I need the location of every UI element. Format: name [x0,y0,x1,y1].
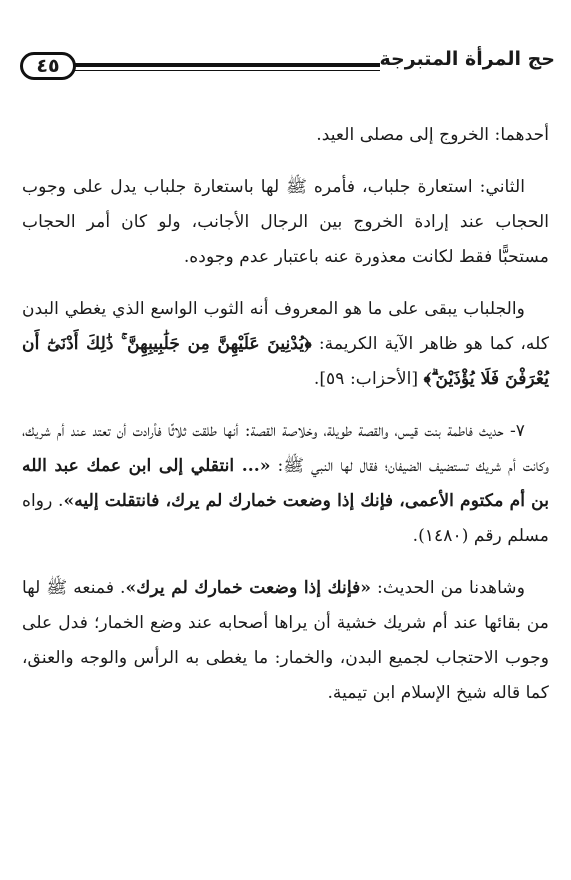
paragraph-p4 [22,414,549,554]
paragraph-text: . رواه مسلم رقم (١٤٨٠). [22,491,549,546]
paragraph-text: وشاهدنا من الحديث: [371,578,526,598]
paragraph-p2 [22,170,549,275]
paragraph-p3 [22,292,549,397]
paragraph-p5 [22,571,549,711]
page-body [22,118,549,728]
paragraph-text: الثاني: استعارة جلباب، فأمره ﷺ لها باستعارة جلباب يدل على وجوب الحجاب عند إرادة الخروج بين الرجال الأجانب، ولو كان أمر الحجاب مستحبًّا فقط لكانت معذورة عنه باعتبار عدم وجوده. [22,177,549,267]
paragraph-text: والجلباب يبقى على ما هو المعروف أنه الثوب الواسع الذي يغطي البدن كله، كما هو ظاهر الآية الكريمة: [22,299,550,354]
paragraph-text: [الأحزاب: ٥٩]. [313,369,424,389]
page-number-badge [20,52,76,80]
hadith-quote: «فإنك إذا وضعت خمارك لم يرك» [125,578,372,598]
header-rule-thin [74,70,380,71]
paragraph-text: ٧- حديث فاطمة بنت قيس، والقصة طويلة، وخلاصة القصة: أنها طلقت ثلاثًا فأرادت أن تعتد عند أم شريك، وكانت أم شريك تستضيف الضيفان؛ فقال لها النبي ﷺ: [22,421,549,476]
paragraph-text: . فمنعه ﷺ لها من بقائها عند أم شريك خشية أن يراها أصحابه عند وضع الخمار؛ فدل على وجوب الاحتجاب لجميع البدن، والخمار: ما يغطى به الرأس والوجه والعنق، كما قاله شيخ الإسلام ابن تيمية. [22,578,549,703]
quran-verse: ﴿يُدْنِينَ عَلَيْهِنَّ مِن جَلَٰبِيبِهِنَّ ۚ ذَٰلِكَ أَدْنَىٰٓ أَن يُعْرَفْنَ فَلَا يُؤْذَيْنَ ۗ﴾ [22,334,549,389]
paragraph-text: أحدهما: الخروج إلى مصلى العيد. [316,125,549,145]
paragraph-p1 [22,118,549,153]
header-rule-thick [74,63,380,67]
page-number: ٤٥ [36,55,60,77]
hadith-quote: «... انتقلي إلى ابن عمك عبد الله بن أم مكتوم الأعمى، فإنك إذا وضعت خمارك لم يرك، فانتقلت إليه» [22,456,550,511]
running-title: حج المرأة المتبرجة [379,48,555,70]
page-header [20,46,555,92]
